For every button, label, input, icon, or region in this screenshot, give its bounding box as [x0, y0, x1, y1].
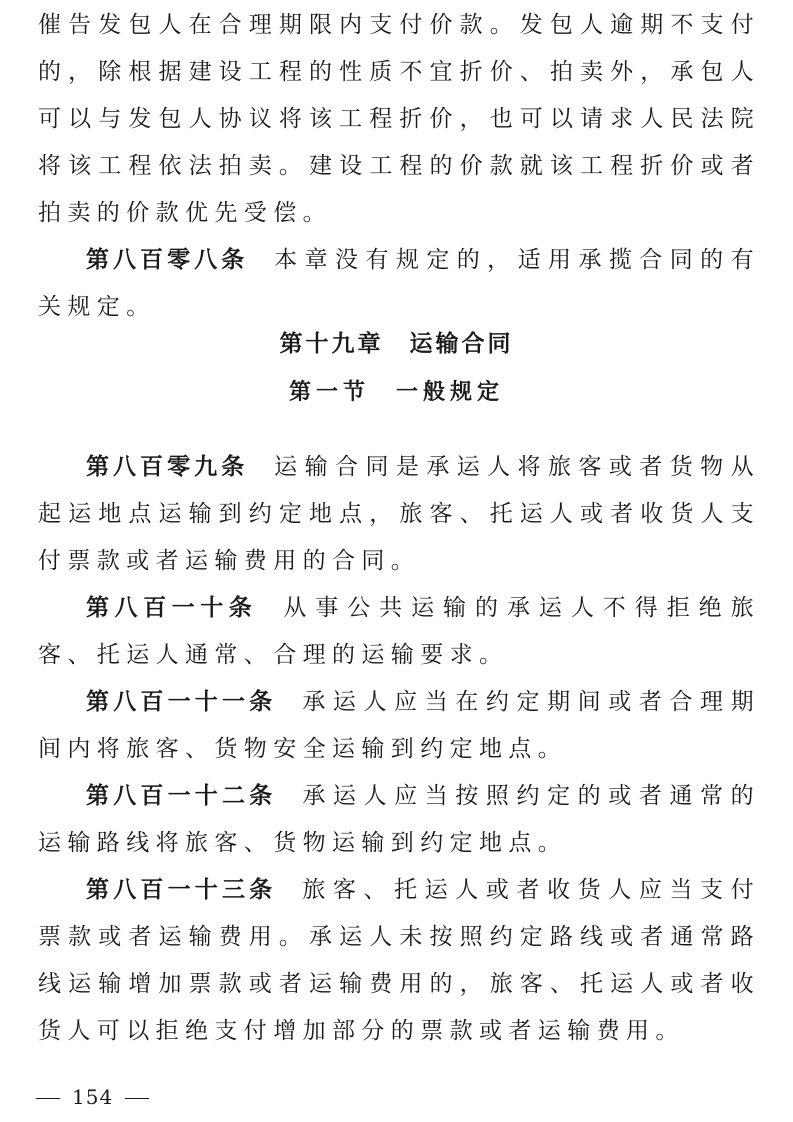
section-title: 一般规定	[396, 379, 505, 405]
chapter-title: 运输合同	[409, 331, 514, 357]
article-text: 运输合同是承运人将旅客或者货物从起运地点运输到约定地点，旅客、托运人或者收货人支付票款或者运输费用的合同。	[38, 454, 760, 574]
article-text: 本章没有规定的，适用承揽合同的有关规定。	[38, 247, 760, 320]
article-number: 第八百一十三条	[86, 877, 277, 903]
article-text: 承运人应当按照约定的或者通常的运输路线将旅客、货物运输到约定地点。	[38, 783, 761, 856]
article-text: 承运人应当在约定期间或者合理期间内将旅客、货物安全运输到约定地点。	[38, 689, 761, 762]
article-number: 第八百零八条	[86, 247, 249, 273]
article-paragraph	[38, 867, 760, 1055]
chapter-heading	[0, 326, 793, 362]
article-number: 第八百一十二条	[86, 783, 277, 809]
page-number: 154	[72, 1085, 114, 1109]
article-paragraph	[38, 237, 760, 331]
footer-dash-right	[125, 1098, 149, 1099]
footer-dash-left	[36, 1098, 60, 1099]
article-number: 第八百一十条	[86, 595, 258, 621]
article-paragraph	[38, 773, 760, 867]
article-paragraph	[38, 444, 760, 585]
section-heading	[0, 374, 793, 410]
article-text: 旅客、托运人或者收货人应当支付票款或者运输费用。承运人未按照约定路线或者通常路线运输增加票款或者运输费用的，旅客、托运人或者收货人可以拒绝支付增加部分的票款或者运输费用。	[38, 877, 761, 1044]
article-number: 第八百一十一条	[86, 689, 277, 715]
section-number: 第一节	[288, 379, 370, 405]
page-footer	[36, 1084, 161, 1110]
top-text-block	[38, 2, 760, 331]
continuation-paragraph: 催告发包人在合理期限内支付价款。发包人逾期不支付的，除根据建设工程的性质不宜折价、拍卖外，承包人可以与发包人协议将该工程折价，也可以请求人民法院将该工程依法拍卖。建设工程的价款就该工程折价或者拍卖的价款优先受偿。	[38, 12, 760, 226]
article-text: 从事公共运输的承运人不得拒绝旅客、托运人通常、合理的运输要求。	[38, 595, 761, 668]
chapter-number: 第十九章	[279, 331, 384, 357]
article-paragraph	[38, 679, 760, 773]
articles-block	[38, 444, 760, 1055]
article-number: 第八百零九条	[86, 454, 249, 480]
article-paragraph	[38, 585, 760, 679]
